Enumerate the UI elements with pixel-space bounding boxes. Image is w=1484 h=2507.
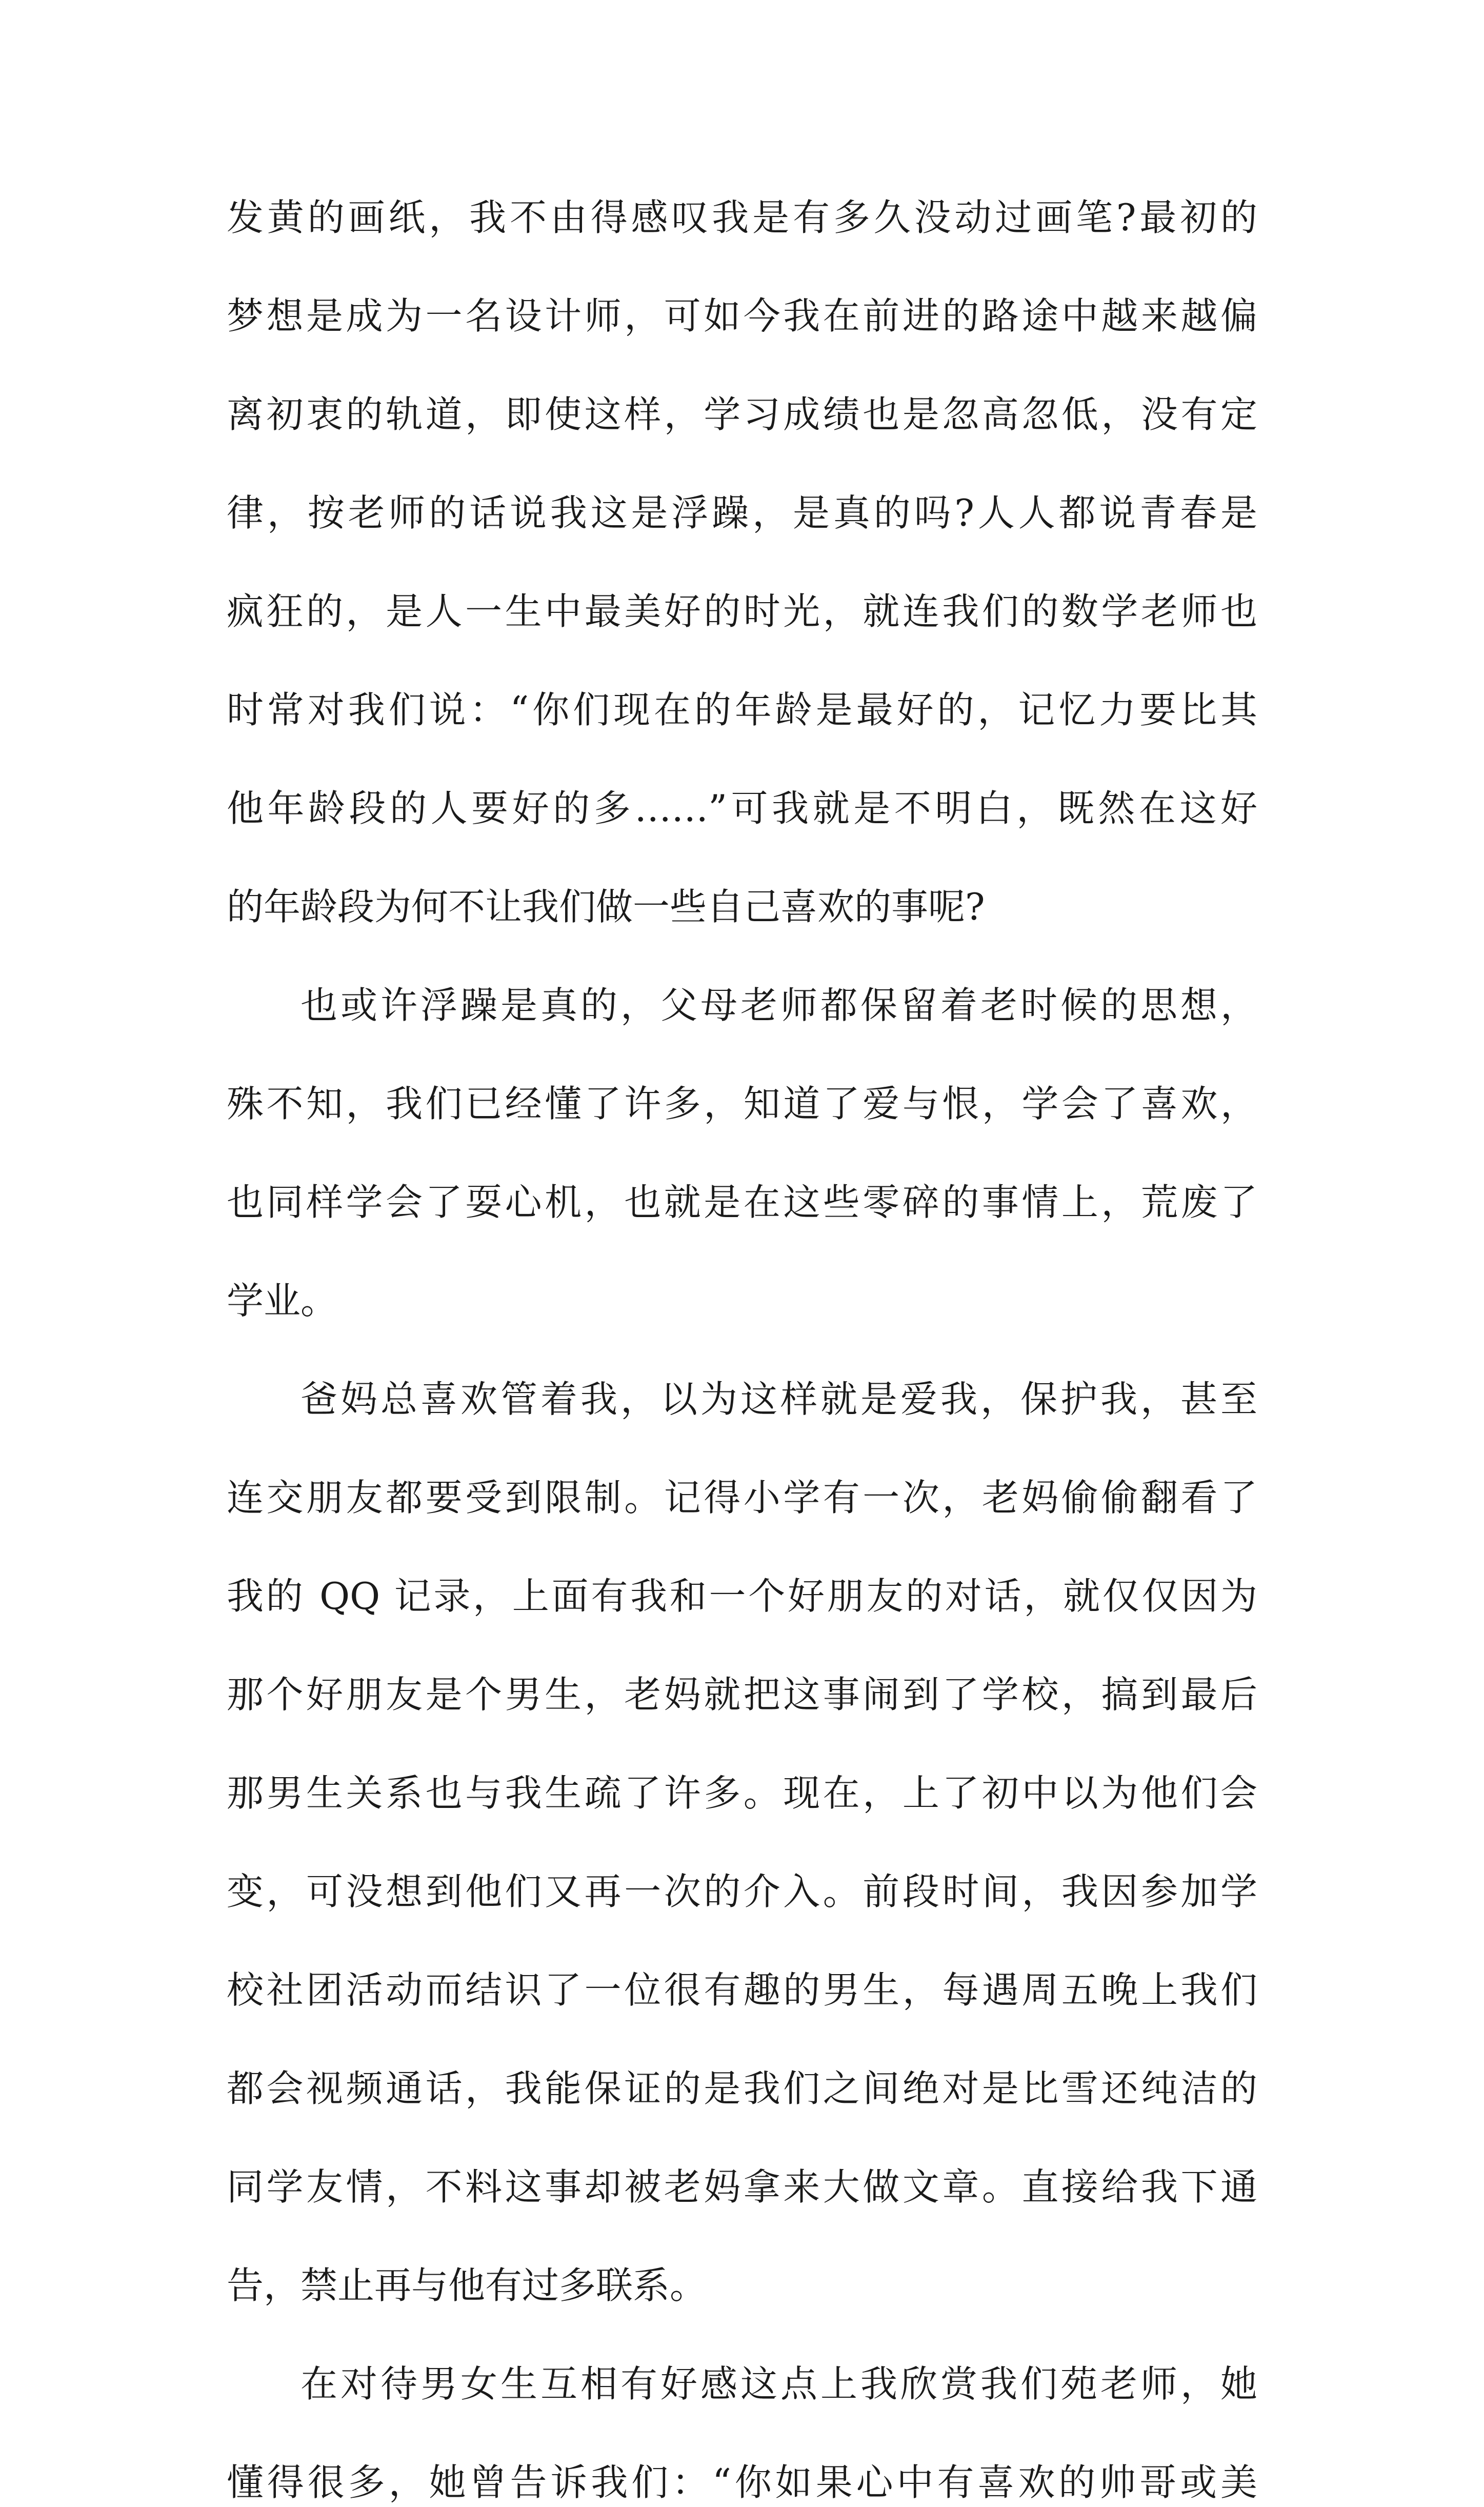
body-text [227, 193, 1257, 2507]
text-line: 离初衷的轨道，即使这样，学习成绩也是忽高忽低，没有定 [227, 393, 1257, 436]
text-line: 我的 QQ 记录，上面有我和一个好朋友的对话，就仅仅因为 [227, 1575, 1257, 1618]
text-line: 殊不知，我们已经懂了许多，知道了爱与恨，学会了喜欢， [227, 1082, 1257, 1125]
text-line: 律，按老师的话说我这是浮躁，是真的吗?人人都说青春是 [227, 491, 1257, 534]
paragraph-first-line: 在对待男女生互相有好感这点上我欣赏我们苑老师，她 [300, 2362, 1257, 2405]
text-line: 疯狂的，是人一生中最美好的时光，就连我们的数学老师也 [227, 590, 1257, 633]
paragraph-last-line: 学业。 [227, 1279, 338, 1322]
text-line: 懂得很多，她曾告诉我们：“你如果心中有喜欢的帅哥或美 [227, 2461, 1257, 2504]
paragraph-last-line: 告，禁止再与他有过多联系。 [227, 2264, 707, 2307]
text-line: 梦想是成为一名设计师，可如今我在前进的路途中越来越偏 [227, 294, 1257, 337]
text-line: 都会视频通话，我能保证的是我们之间绝对是比雪还纯洁的 [227, 2067, 1257, 2110]
paragraph-last-line: 的年龄段为何不让我们做一些自己喜欢的事呢? [227, 885, 985, 928]
paragraph-first-line: 爸妈总喜欢管着我，以为这样就是爱我，保护我，甚至 [300, 1378, 1257, 1421]
text-line: 那男生关系也与我生疏了许多。现在，上了初中以为他们会 [227, 1772, 1257, 1815]
text-line: 发黄的画纸，我不由得感叹我是有多久没动过画笔?最初的 [227, 196, 1257, 239]
text-line: 同学友情，不料这事却被老妈拿来大做文章。直接给我下通 [227, 2165, 1257, 2208]
text-line: 变，可没想到他们又再一次的介入。前段时间，我因参加学 [227, 1870, 1257, 1913]
text-line: 也同样学会了耍心机，也就是在这些零碎的事情上，荒废了 [227, 1181, 1257, 1224]
text-line: 他年龄段的人要好的多……”可我就是不明白，既然在这好 [227, 787, 1257, 830]
paragraph-first-line: 也或许浮躁是真的，父母老师都保留着老时候的思想， [300, 984, 1257, 1027]
text-line: 那个好朋友是个男生，老妈就把这事闹到了学校，搞到最后 [227, 1673, 1257, 1716]
text-line: 时常对我们说：“你们现在的年龄是最好的，记忆力要比其 [227, 688, 1257, 731]
text-line: 连交朋友都要受到限制。记得小学有一次，老妈偷偷翻看了 [227, 1476, 1257, 1519]
text-line: 校社团活动而结识了一位很有趣的男生，每遇周五晚上我们 [227, 1968, 1257, 2012]
